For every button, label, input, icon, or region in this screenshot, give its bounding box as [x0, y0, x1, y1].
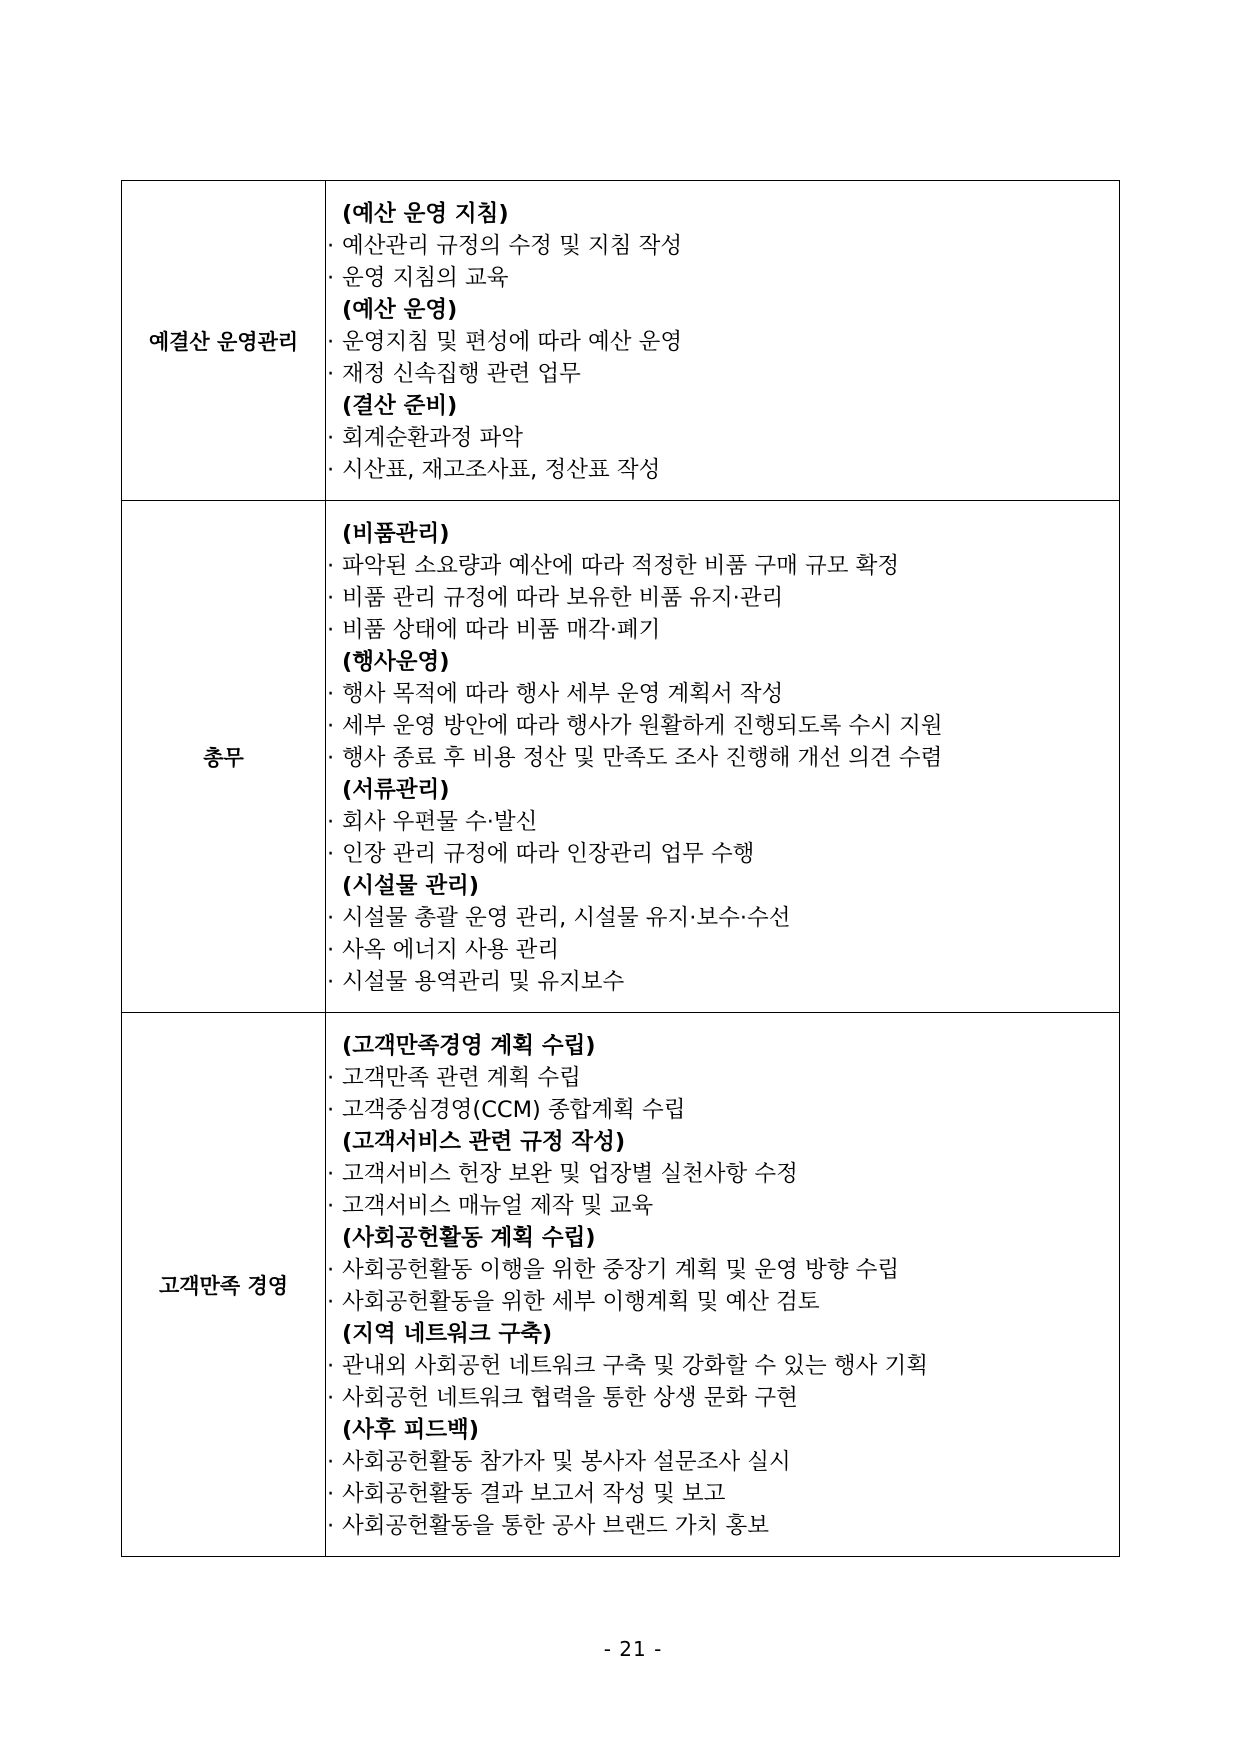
list-item: [326, 1510, 1119, 1542]
list-item-text: 고객만족 관련 계획 수립: [342, 1065, 581, 1091]
duty-table: [121, 180, 1120, 1557]
list-item-text: 회사 우편물 수·발신: [342, 809, 538, 835]
group-title: (행사운영): [342, 649, 450, 675]
list-item: [326, 230, 1119, 262]
list-item: [326, 742, 1119, 774]
list-item: [326, 966, 1119, 998]
list-item: [326, 1190, 1119, 1222]
list-item-text: 운영지침 및 편성에 따라 예산 운영: [342, 329, 683, 355]
bullet-icon: ·: [327, 329, 335, 355]
list-item-text: 관내외 사회공헌 네트워크 구축 및 강화할 수 있는 행사 기획: [342, 1353, 929, 1379]
group-title: (사회공헌활동 계획 수립): [342, 1225, 596, 1251]
list-item: [326, 902, 1119, 934]
list-item-text: 파악된 소요량과 예산에 따라 적정한 비품 구매 규모 확정: [342, 553, 900, 579]
list-item: [326, 454, 1119, 486]
list-item: [326, 1478, 1119, 1510]
list-item-text: 고객서비스 매뉴얼 제작 및 교육: [342, 1193, 654, 1219]
group-title: (고객만족경영 계획 수립): [342, 1033, 596, 1059]
list-item: [326, 678, 1119, 710]
list-item-text: 사회공헌활동 이행을 위한 중장기 계획 및 운영 방향 수립: [342, 1257, 900, 1283]
list-item: [326, 1382, 1119, 1414]
list-item: [326, 614, 1119, 646]
detail-cell: [326, 501, 1120, 1013]
category-label: 예결산 운영관리: [148, 329, 299, 354]
group-title: (비품관리): [342, 521, 450, 547]
list-item: [326, 550, 1119, 582]
list-item-text: 시설물 총괄 운영 관리, 시설물 유지·보수·수선: [342, 905, 791, 931]
list-item-text: 재정 신속집행 관련 업무: [342, 361, 581, 387]
list-item-text: 고객서비스 헌장 보완 및 업장별 실천사항 수정: [342, 1161, 798, 1187]
group-title: (시설물 관리): [342, 873, 480, 899]
list-item: [326, 838, 1119, 870]
category-label: 고객만족 경영: [158, 1273, 289, 1298]
bullet-icon: ·: [327, 745, 335, 771]
list-item-text: 사회공헌활동을 위한 세부 이행계획 및 예산 검토: [342, 1289, 820, 1315]
bullet-icon: ·: [327, 1193, 335, 1219]
group-title: (지역 네트워크 구축): [342, 1321, 553, 1347]
list-item-text: 시산표, 재고조사표, 정산표 작성: [342, 457, 661, 483]
list-item-text: 인장 관리 규정에 따라 인장관리 업무 수행: [342, 841, 755, 867]
table-row: [122, 181, 1120, 501]
bullet-icon: ·: [327, 905, 335, 931]
list-item: [326, 1062, 1119, 1094]
category-cell: [122, 1013, 326, 1557]
list-item-text: 시설물 용역관리 및 유지보수: [342, 969, 625, 995]
list-item: [326, 710, 1119, 742]
list-item: [326, 1446, 1119, 1478]
list-item-text: 사옥 에너지 사용 관리: [342, 937, 560, 963]
group-title: (예산 운영 지침): [342, 201, 509, 227]
bullet-icon: ·: [327, 585, 335, 611]
list-item: [326, 582, 1119, 614]
detail-cell: [326, 1013, 1120, 1557]
list-item-text: 행사 목적에 따라 행사 세부 운영 계획서 작성: [342, 681, 784, 707]
group-title: (서류관리): [342, 777, 450, 803]
group-title: (사후 피드백): [342, 1417, 480, 1443]
table-row: [122, 501, 1120, 1013]
list-item-text: 예산관리 규정의 수정 및 지침 작성: [342, 233, 683, 259]
list-item-text: 운영 지침의 교육: [342, 265, 509, 291]
bullet-icon: ·: [327, 1065, 335, 1091]
list-item-text: 회계순환과정 파악: [342, 425, 524, 451]
list-item-text: 비품 상태에 따라 비품 매각·폐기: [342, 617, 661, 643]
list-item: [326, 422, 1119, 454]
page-number: - 21 -: [603, 1637, 663, 1661]
list-item: [326, 358, 1119, 390]
list-item-text: 사회공헌활동 참가자 및 봉사자 설문조사 실시: [342, 1449, 791, 1475]
list-item: [326, 326, 1119, 358]
bullet-icon: ·: [327, 713, 335, 739]
list-item: [326, 1350, 1119, 1382]
bullet-icon: ·: [327, 233, 335, 259]
list-item: [326, 1286, 1119, 1318]
list-item: [326, 262, 1119, 294]
detail-cell: [326, 181, 1120, 501]
category-label: 총무: [203, 745, 244, 770]
bullet-icon: ·: [327, 265, 335, 291]
group-title: (결산 준비): [342, 393, 458, 419]
list-item-text: 세부 운영 방안에 따라 행사가 원활하게 진행되도록 수시 지원: [342, 713, 943, 739]
group-title: (고객서비스 관련 규정 작성): [342, 1129, 626, 1155]
list-item-text: 사회공헌활동을 통한 공사 브랜드 가치 홍보: [342, 1513, 769, 1539]
bullet-icon: ·: [327, 841, 335, 867]
bullet-icon: ·: [327, 937, 335, 963]
list-item-text: 고객중심경영(CCM) 종합계획 수립: [342, 1097, 686, 1123]
list-item: [326, 1094, 1119, 1126]
bullet-icon: ·: [327, 1161, 335, 1187]
list-item-text: 사회공헌활동 결과 보고서 작성 및 보고: [342, 1481, 726, 1507]
list-item: [326, 1158, 1119, 1190]
bullet-icon: ·: [327, 1353, 335, 1379]
list-item-text: 사회공헌 네트워크 협력을 통한 상생 문화 구현: [342, 1385, 798, 1411]
table-row: [122, 1013, 1120, 1557]
bullet-icon: ·: [327, 1449, 335, 1475]
bullet-icon: ·: [327, 681, 335, 707]
bullet-icon: ·: [327, 809, 335, 835]
bullet-icon: ·: [327, 969, 335, 995]
bullet-icon: ·: [327, 553, 335, 579]
bullet-icon: ·: [327, 425, 335, 451]
bullet-icon: ·: [327, 361, 335, 387]
bullet-icon: ·: [327, 1481, 335, 1507]
category-cell: [122, 501, 326, 1013]
list-item-text: 비품 관리 규정에 따라 보유한 비품 유지·관리: [342, 585, 784, 611]
category-cell: [122, 181, 326, 501]
list-item-text: 행사 종료 후 비용 정산 및 만족도 조사 진행해 개선 의견 수렴: [342, 745, 943, 771]
list-item: [326, 1254, 1119, 1286]
group-title: (예산 운영): [342, 297, 458, 323]
list-item: [326, 934, 1119, 966]
bullet-icon: ·: [327, 1097, 335, 1123]
bullet-icon: ·: [327, 1289, 335, 1315]
bullet-icon: ·: [327, 457, 335, 483]
bullet-icon: ·: [327, 1513, 335, 1539]
bullet-icon: ·: [327, 1257, 335, 1283]
bullet-icon: ·: [327, 617, 335, 643]
list-item: [326, 806, 1119, 838]
bullet-icon: ·: [327, 1385, 335, 1411]
